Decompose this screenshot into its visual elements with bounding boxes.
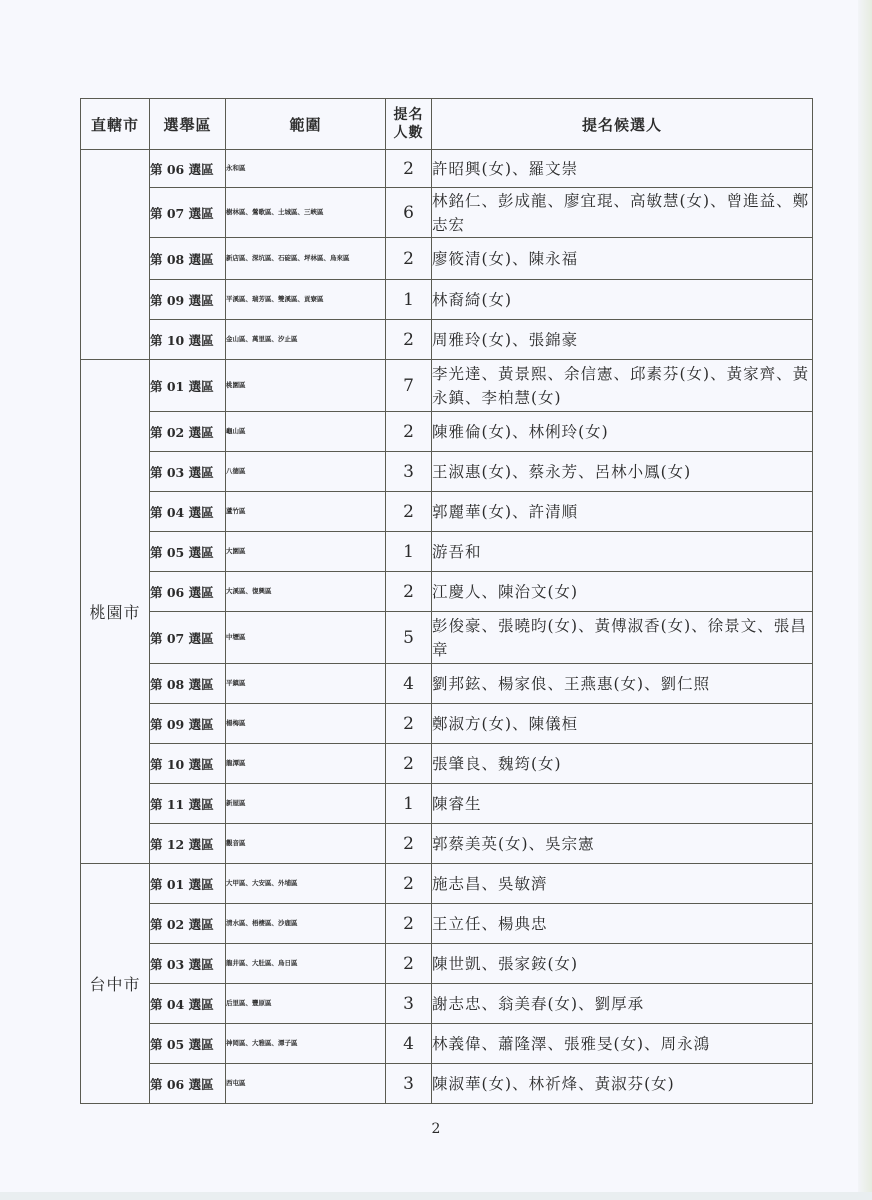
candidates-cell: 郭蔡美英(女)、吳宗憲 (432, 824, 813, 864)
scope-cell: 平溪區、瑞芳區、雙溪區、貢寮區 (226, 280, 386, 320)
district-cell: 第 04 選區 (150, 984, 226, 1024)
scope-cell: 金山區、萬里區、汐止區 (226, 320, 386, 360)
scope-cell: 龜山區 (226, 412, 386, 452)
count-cell: 2 (386, 238, 432, 280)
district-cell: 第 06 選區 (150, 1064, 226, 1104)
city-cell: 桃園市 (81, 360, 150, 864)
header-count (386, 99, 432, 150)
table-header (81, 99, 813, 150)
scope-cell: 桃園區 (226, 360, 386, 412)
count-cell: 2 (386, 824, 432, 864)
candidates-cell: 周雅玲(女)、張錦豪 (432, 320, 813, 360)
table-row (81, 280, 813, 320)
candidates-cell: 鄭淑方(女)、陳儀桓 (432, 704, 813, 744)
scope-cell: 后里區、豐原區 (226, 984, 386, 1024)
table-row (81, 320, 813, 360)
table-row (81, 704, 813, 744)
district-cell: 第 09 選區 (150, 704, 226, 744)
candidates-cell: 陳睿生 (432, 784, 813, 824)
city-cell: 台中市 (81, 864, 150, 1104)
table-row (81, 784, 813, 824)
candidates-cell: 陳雅倫(女)、林俐玲(女) (432, 412, 813, 452)
candidates-cell: 王立任、楊典忠 (432, 904, 813, 944)
district-cell: 第 09 選區 (150, 280, 226, 320)
header-count-line1: 提名 (393, 107, 424, 123)
table-row (81, 664, 813, 704)
page-bottom-edge (0, 1192, 872, 1200)
district-cell: 第 05 選區 (150, 1024, 226, 1064)
table-row (81, 238, 813, 280)
scope-cell: 八德區 (226, 452, 386, 492)
header-scope: 範圍 (226, 99, 386, 150)
header-count-line2: 人數 (393, 125, 424, 141)
district-cell: 第 06 選區 (150, 150, 226, 188)
candidates-cell: 林裔綺(女) (432, 280, 813, 320)
scope-cell: 龍潭區 (226, 744, 386, 784)
count-cell: 2 (386, 904, 432, 944)
scope-cell: 新屋區 (226, 784, 386, 824)
count-cell: 5 (386, 612, 432, 664)
district-cell: 第 02 選區 (150, 904, 226, 944)
page-number: 2 (431, 1121, 441, 1137)
scope-cell: 樹林區、鶯歌區、土城區、三峽區 (226, 188, 386, 238)
candidates-cell: 林銘仁、彭成龍、廖宜琨、高敏慧(女)、曾進益、鄭志宏 (432, 188, 813, 238)
count-cell: 3 (386, 452, 432, 492)
table-row (81, 864, 813, 904)
scope-cell: 觀音區 (226, 824, 386, 864)
count-cell: 2 (386, 944, 432, 984)
page-edge (858, 0, 872, 1200)
district-cell: 第 11 選區 (150, 784, 226, 824)
district-cell: 第 01 選區 (150, 864, 226, 904)
table-row (81, 188, 813, 238)
district-cell: 第 04 選區 (150, 492, 226, 532)
city-cell (81, 150, 150, 360)
district-cell: 第 10 選區 (150, 320, 226, 360)
header-district: 選舉區 (150, 99, 226, 150)
scope-cell: 楊梅區 (226, 704, 386, 744)
count-cell: 6 (386, 188, 432, 238)
candidates-cell: 廖筱清(女)、陳永福 (432, 238, 813, 280)
candidates-cell: 李光達、黃景熙、余信憲、邱素芬(女)、黃家齊、黃永鎮、李柏慧(女) (432, 360, 813, 412)
district-cell: 第 08 選區 (150, 238, 226, 280)
table-row (81, 412, 813, 452)
district-cell: 第 02 選區 (150, 412, 226, 452)
scope-cell: 大園區 (226, 532, 386, 572)
count-cell: 1 (386, 532, 432, 572)
table-row (81, 150, 813, 188)
count-cell: 2 (386, 864, 432, 904)
candidates-cell: 劉邦鉉、楊家俍、王燕惠(女)、劉仁照 (432, 664, 813, 704)
header-candidates: 提名候選人 (432, 99, 813, 150)
scope-cell: 新店區、深坑區、石碇區、坪林區、烏來區 (226, 238, 386, 280)
count-cell: 2 (386, 492, 432, 532)
count-cell: 2 (386, 150, 432, 188)
table-body (81, 150, 813, 1104)
scope-cell: 中壢區 (226, 612, 386, 664)
candidates-cell: 郭麗華(女)、許清順 (432, 492, 813, 532)
count-cell: 2 (386, 320, 432, 360)
table-row (81, 532, 813, 572)
candidates-cell: 謝志忠、翁美春(女)、劉厚承 (432, 984, 813, 1024)
district-cell: 第 07 選區 (150, 188, 226, 238)
header-city: 直轄市 (81, 99, 150, 150)
district-cell: 第 05 選區 (150, 532, 226, 572)
count-cell: 2 (386, 412, 432, 452)
scope-cell: 西屯區 (226, 1064, 386, 1104)
scope-cell: 蘆竹區 (226, 492, 386, 532)
table-row (81, 1024, 813, 1064)
scope-cell: 神岡區、大雅區、潭子區 (226, 1024, 386, 1064)
district-cell: 第 06 選區 (150, 572, 226, 612)
candidates-cell: 陳淑華(女)、林祈烽、黃淑芬(女) (432, 1064, 813, 1104)
table-row (81, 360, 813, 412)
candidates-cell: 彭俊豪、張曉昀(女)、黃傅淑香(女)、徐景文、張昌章 (432, 612, 813, 664)
table-row (81, 492, 813, 532)
nomination-table (80, 98, 813, 1104)
candidates-cell: 張肇良、魏筠(女) (432, 744, 813, 784)
district-cell: 第 08 選區 (150, 664, 226, 704)
count-cell: 3 (386, 984, 432, 1024)
candidates-cell: 陳世凱、張家銨(女) (432, 944, 813, 984)
district-cell: 第 03 選區 (150, 944, 226, 984)
table-row (81, 572, 813, 612)
district-cell: 第 03 選區 (150, 452, 226, 492)
table-row (81, 904, 813, 944)
candidates-cell: 林義偉、蕭隆澤、張雅旻(女)、周永鴻 (432, 1024, 813, 1064)
table-row (81, 452, 813, 492)
table-row (81, 612, 813, 664)
count-cell: 2 (386, 704, 432, 744)
count-cell: 4 (386, 1024, 432, 1064)
table-row (81, 744, 813, 784)
count-cell: 4 (386, 664, 432, 704)
table-row (81, 984, 813, 1024)
scope-cell: 龍井區、大肚區、烏日區 (226, 944, 386, 984)
district-cell: 第 01 選區 (150, 360, 226, 412)
candidates-cell: 施志昌、吳敏濟 (432, 864, 813, 904)
candidates-cell: 王淑惠(女)、蔡永芳、呂林小鳳(女) (432, 452, 813, 492)
scope-cell: 清水區、梧棲區、沙鹿區 (226, 904, 386, 944)
scope-cell: 大溪區、復興區 (226, 572, 386, 612)
candidates-cell: 江慶人、陳治文(女) (432, 572, 813, 612)
scope-cell: 大甲區、大安區、外埔區 (226, 864, 386, 904)
table-row (81, 824, 813, 864)
count-cell: 2 (386, 572, 432, 612)
candidates-cell: 游吾和 (432, 532, 813, 572)
district-cell: 第 12 選區 (150, 824, 226, 864)
scope-cell: 永和區 (226, 150, 386, 188)
count-cell: 3 (386, 1064, 432, 1104)
candidates-cell: 許昭興(女)、羅文崇 (432, 150, 813, 188)
table-row (81, 1064, 813, 1104)
count-cell: 1 (386, 784, 432, 824)
table-row (81, 944, 813, 984)
district-cell: 第 10 選區 (150, 744, 226, 784)
count-cell: 1 (386, 280, 432, 320)
district-cell: 第 07 選區 (150, 612, 226, 664)
count-cell: 7 (386, 360, 432, 412)
count-cell: 2 (386, 744, 432, 784)
scope-cell: 平鎮區 (226, 664, 386, 704)
